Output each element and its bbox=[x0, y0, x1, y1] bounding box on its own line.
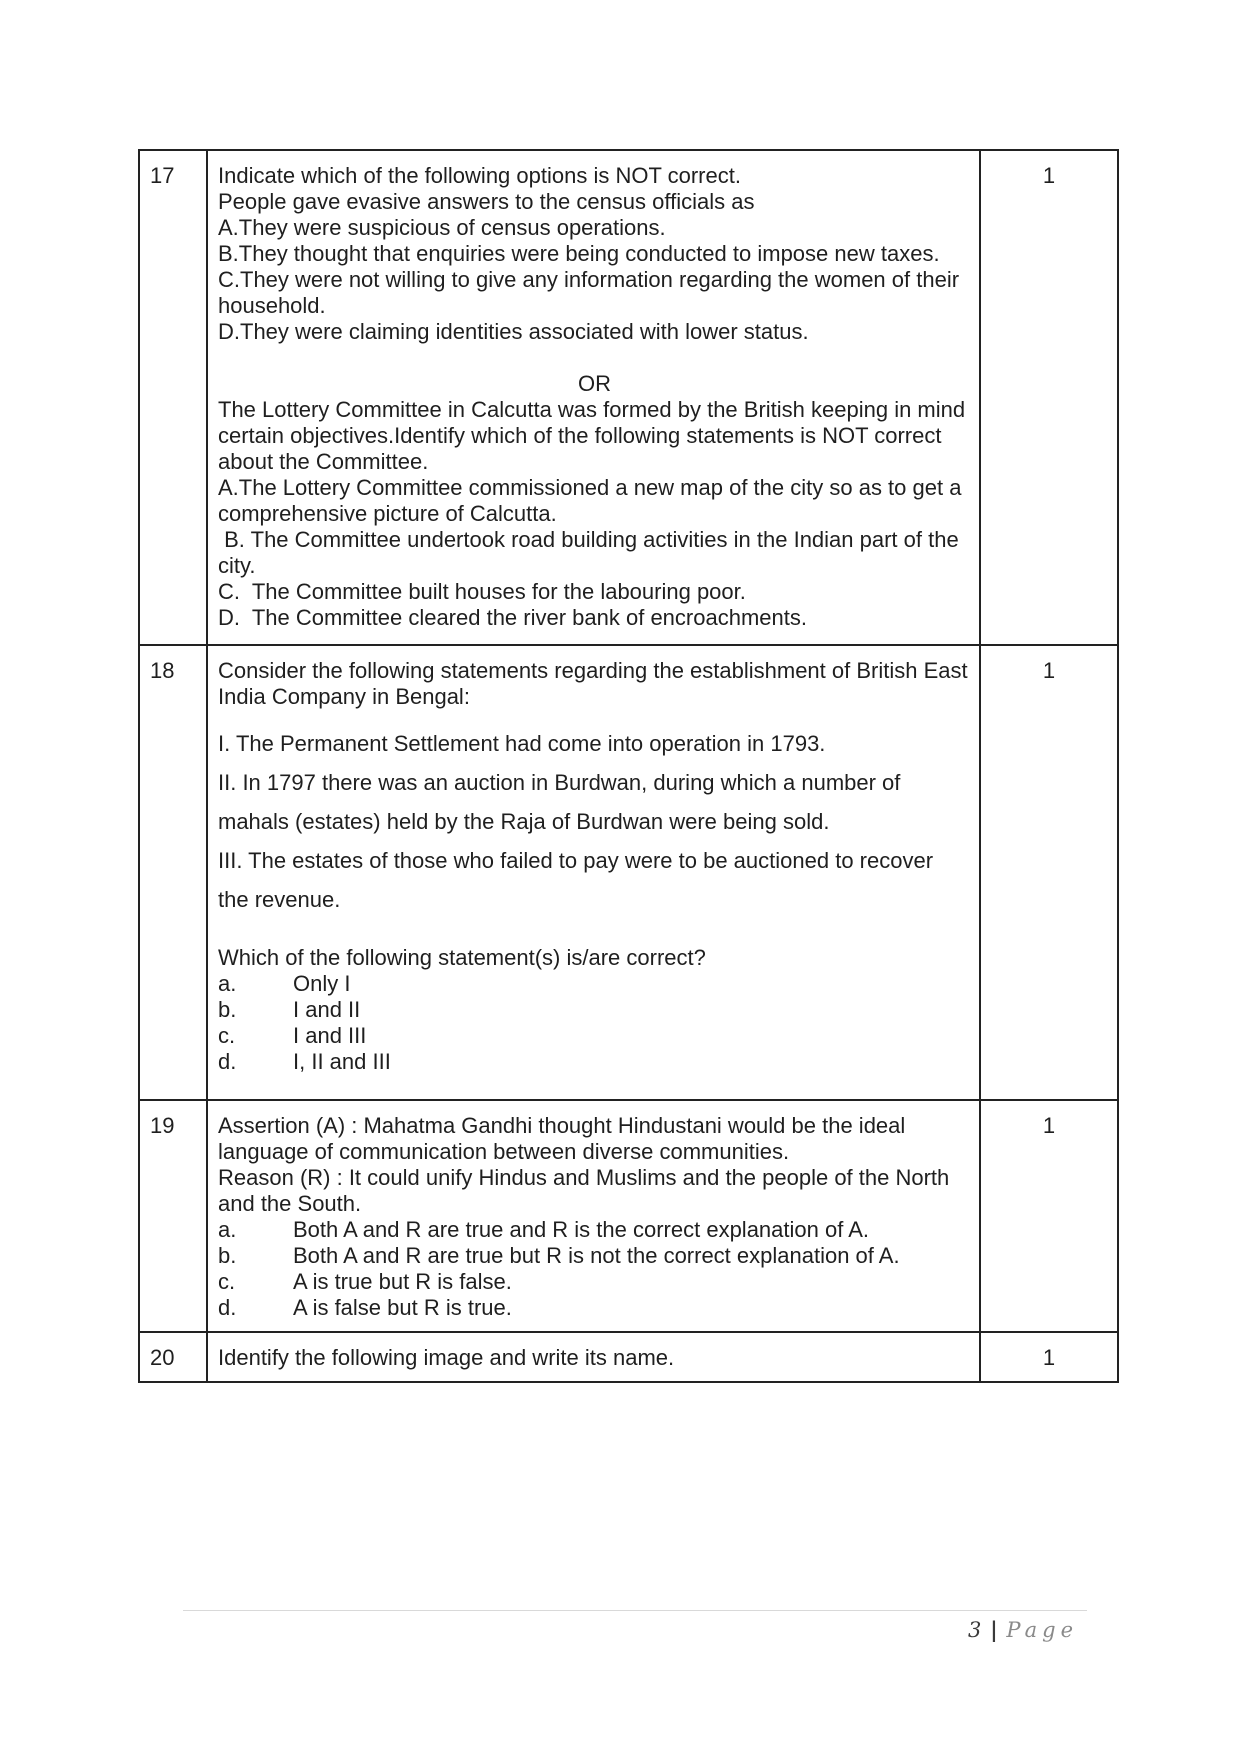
option-b bbox=[218, 1243, 971, 1269]
statement-line: I. The Permanent Settlement had come into operation in 1793. bbox=[218, 731, 826, 756]
alt-option-line: A.The Lottery Committee commissioned a new map of the city so as to get a comprehensive picture of Calcutta. bbox=[218, 475, 968, 526]
marks: 1 bbox=[980, 645, 1118, 1100]
page-number: 3 bbox=[968, 1618, 983, 1642]
option-d bbox=[218, 1049, 971, 1075]
option-c bbox=[218, 1269, 971, 1295]
option-a bbox=[218, 971, 971, 997]
question-row-19 bbox=[139, 1100, 1118, 1332]
option-letter: b. bbox=[218, 997, 237, 1022]
alt-question-line: The Lottery Committee in Calcutta was formed by the British keeping in mind certain objectives.Identify which of the following statements is NOT correct about the Committee. bbox=[218, 397, 972, 474]
option-letter: a. bbox=[218, 1217, 237, 1242]
question-text bbox=[207, 150, 980, 645]
option-a bbox=[218, 1217, 971, 1243]
question-number: 17 bbox=[139, 150, 207, 645]
option-line: C.They were not willing to give any information regarding the women of their household. bbox=[218, 267, 966, 318]
question-text bbox=[207, 1332, 980, 1382]
option-text: A is true but R is false. bbox=[293, 1269, 512, 1294]
option-letter: a. bbox=[218, 971, 237, 996]
question-number: 18 bbox=[139, 645, 207, 1100]
question-row-17 bbox=[139, 150, 1118, 645]
question-line: Identify the following image and write its name. bbox=[218, 1345, 675, 1370]
page-separator: | bbox=[990, 1617, 999, 1642]
option-line: B.They thought that enquiries were being conducted to impose new taxes. bbox=[218, 241, 940, 266]
question-row-20 bbox=[139, 1332, 1118, 1382]
option-letter: c. bbox=[218, 1023, 236, 1048]
option-text: I and II bbox=[293, 997, 361, 1022]
question-prompt: Which of the following statement(s) is/are correct? bbox=[218, 945, 706, 970]
alt-option-line: C. The Committee built houses for the labouring poor. bbox=[218, 579, 746, 604]
question-intro: Consider the following statements regarding the establishment of British East India Company in Bengal: bbox=[218, 658, 974, 709]
footer-divider bbox=[183, 1610, 1087, 1611]
option-letter: b. bbox=[218, 1243, 237, 1268]
option-line: D.They were claiming identities associated with lower status. bbox=[218, 319, 809, 344]
question-number: 20 bbox=[139, 1332, 207, 1382]
option-text: I and III bbox=[293, 1023, 367, 1048]
question-number: 19 bbox=[139, 1100, 207, 1332]
option-line: A.They were suspicious of census operations. bbox=[218, 215, 666, 240]
option-c bbox=[218, 1023, 971, 1049]
question-text bbox=[207, 645, 980, 1100]
alt-option-line: D. The Committee cleared the river bank of encroachments. bbox=[218, 605, 807, 630]
page-footer bbox=[968, 1617, 1078, 1642]
question-line: People gave evasive answers to the census officials as bbox=[218, 189, 755, 214]
option-text: Both A and R are true but R is not the correct explanation of A. bbox=[293, 1243, 900, 1268]
marks: 1 bbox=[980, 1332, 1118, 1382]
option-letter: d. bbox=[218, 1295, 237, 1320]
question-line: Indicate which of the following options is NOT correct. bbox=[218, 163, 741, 188]
option-text: A is false but R is true. bbox=[293, 1295, 512, 1320]
option-text: I, II and III bbox=[293, 1049, 391, 1074]
assertion: Assertion (A) : Mahatma Gandhi thought Hindustani would be the ideal language of communication between diverse communities. bbox=[218, 1113, 912, 1164]
marks: 1 bbox=[980, 150, 1118, 645]
statement-line: mahals (estates) held by the Raja of Burdwan were being sold. bbox=[218, 809, 830, 834]
option-letter: c. bbox=[218, 1269, 236, 1294]
statement-line: III. The estates of those who failed to pay were to be auctioned to recover bbox=[218, 848, 934, 873]
option-text: Only I bbox=[293, 971, 351, 996]
option-b bbox=[218, 997, 971, 1023]
reason: Reason (R) : It could unify Hindus and Muslims and the people of the North and the South. bbox=[218, 1165, 956, 1216]
option-d bbox=[218, 1295, 971, 1321]
question-text bbox=[207, 1100, 980, 1332]
questions-table bbox=[138, 149, 1119, 1383]
alt-option-line: B. The Committee undertook road building activities in the Indian part of the city. bbox=[218, 527, 965, 578]
or-label: OR bbox=[578, 371, 611, 396]
question-row-18 bbox=[139, 645, 1118, 1100]
statement-line: II. In 1797 there was an auction in Burdwan, during which a number of bbox=[218, 770, 901, 795]
statement-line: the revenue. bbox=[218, 887, 341, 912]
option-letter: d. bbox=[218, 1049, 237, 1074]
page-label: Page bbox=[1006, 1618, 1078, 1642]
option-text: Both A and R are true and R is the correct explanation of A. bbox=[293, 1217, 870, 1242]
marks: 1 bbox=[980, 1100, 1118, 1332]
